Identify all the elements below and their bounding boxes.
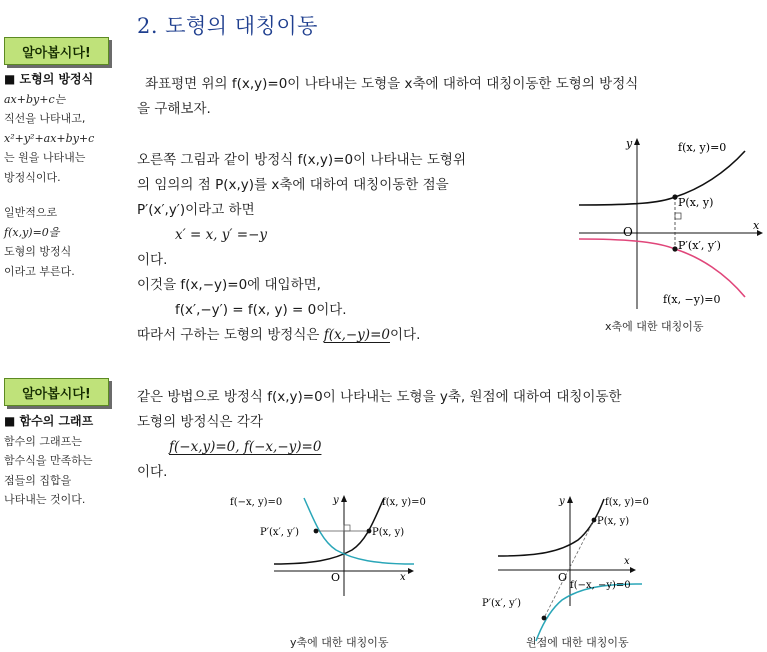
point-p [592,518,597,523]
page-title: 2. 도형의 대칭이동 [137,14,318,38]
y-axis-label: y [626,137,633,150]
point-p-prime-label: P′(x′, y′) [678,239,721,252]
sidebar-text: 함수식을 만족하는 [4,454,93,467]
sidebar-heading: ■ 도형의 방정식 [4,72,94,86]
body-line: 이다. [137,252,168,268]
sidebar-note-function-graph [4,412,116,510]
info-badge: 알아봅시다! [4,37,109,65]
body-text: 따라서 구하는 도형의 방정식은 [137,327,324,343]
point-p-label: P(x, y) [372,527,405,538]
intro-paragraph [137,72,762,122]
body-equation: f(x′,−y′) = f(x, y) = 0이다. [175,302,347,318]
sidebar-text: 함수의 그래프는 [4,434,82,448]
intro-line: 을 구해보자. [137,101,211,117]
sidebar-text: 방정식이다. [4,170,61,184]
curve-original-label: f(x, y)=0 [605,497,649,508]
sidebar-text: 이라고 부른다. [4,264,75,278]
point-p-label: P(x, y) [597,516,630,527]
point-p-prime [672,246,677,251]
origin-label: O [623,225,633,239]
curve-reflected [536,584,642,641]
body-line: 도형의 방정식은 각각 [137,414,263,430]
figure-y-axis-reflection [222,490,454,652]
body-line: 이다. [137,464,168,480]
body-line: P′(x′,y′)이라고 하면 [137,202,255,218]
point-p-prime-label: P′(x′, y′) [260,527,299,538]
point-p [367,529,372,534]
y-axis-arrow [634,138,640,145]
symmetry-segment [544,520,594,618]
sidebar-text: 점들의 집합을 [4,473,72,487]
y-axis-arrow [341,495,347,502]
point-p-label: P(x, y) [678,196,714,209]
result-equations [137,435,762,460]
curve-original-label: f(x, y)=0 [678,141,727,154]
body-line: 같은 방법으로 방정식 f(x,y)=0이 나타내는 도형을 y축, 원점에 대하여 대칭이동한 [137,389,622,405]
curve-original [498,499,604,556]
body-line: 의 임의의 점 P(x,y)를 x축에 대하여 대칭이동한 점을 [137,177,449,193]
intro-line: 좌표평면 위의 f(x,y)=0이 나타내는 도형을 x축에 대하여 대칭이동한 도형의 방정식 [145,76,639,92]
y-axis-label: y [333,495,339,506]
sidebar-text: f(x,y)=0을 [4,225,60,239]
point-p [672,194,677,199]
figure-x-axis-reflection [575,133,765,338]
y-axis-label: y [559,496,565,507]
curve-reflected-label: f(−x, −y)=0 [570,580,631,591]
sidebar-text: 직선을 나타내고, [4,112,86,125]
sidebar-text: x²+y²+ax+by+c [4,131,95,145]
sidebar-text: 일반적으로 [4,206,58,219]
curve-original [579,151,745,205]
x-axis-arrow [630,567,636,573]
sidebar-text: 나타내는 것이다. [4,493,86,506]
x-axis-label: x [753,219,760,232]
figure-caption: 원점에 대한 대칭이동 [526,636,629,649]
y-axis-arrow [567,496,573,503]
info-badge: 알아봅시다! [4,378,109,406]
body-equation: x′ = x, y′ =−y [175,227,268,243]
x-axis-label: x [624,556,630,567]
sidebar-heading: ■ 함수의 그래프 [4,414,94,428]
sidebar-text: 도형의 방정식 [4,245,72,258]
curve-original-label: f(x, y)=0 [382,497,426,508]
sidebar-note-figure-equation [4,70,116,281]
figure-caption: y축에 대한 대칭이동 [290,636,389,649]
origin-label: O [558,571,568,584]
generalization-paragraph [137,385,762,485]
result-equation: f(x,−y)=0 [323,327,390,343]
right-angle-mark [675,213,681,219]
curve-reflected-label: f(x, −y)=0 [663,293,721,306]
point-p-prime-label: P′(x′, y′) [482,598,521,609]
point-p-prime [314,529,319,534]
body-conclusion [137,323,577,348]
figure-origin-reflection [478,490,708,652]
sidebar-text: ax+by+c는 [4,92,66,106]
curve-reflected-label: f(−x, y)=0 [230,497,283,508]
point-p-prime [542,616,547,621]
body-text: 이다. [389,327,421,343]
x-axis-arrow [408,568,414,574]
origin-label: O [331,571,341,584]
sidebar-text: 는 원을 나타내는 [4,151,86,164]
result-equation: f(−x,y)=0, f(−x,−y)=0 [169,439,322,455]
x-axis-label: x [400,572,406,583]
derivation-paragraph [137,148,577,348]
figure-caption: x축에 대한 대칭이동 [605,320,704,333]
body-line: 오른쪽 그림과 같이 방정식 f(x,y)=0이 나타내는 도형위 [137,152,466,168]
right-angle-mark [344,525,350,531]
body-line: 이것을 f(x,−y)=0에 대입하면, [137,277,321,293]
